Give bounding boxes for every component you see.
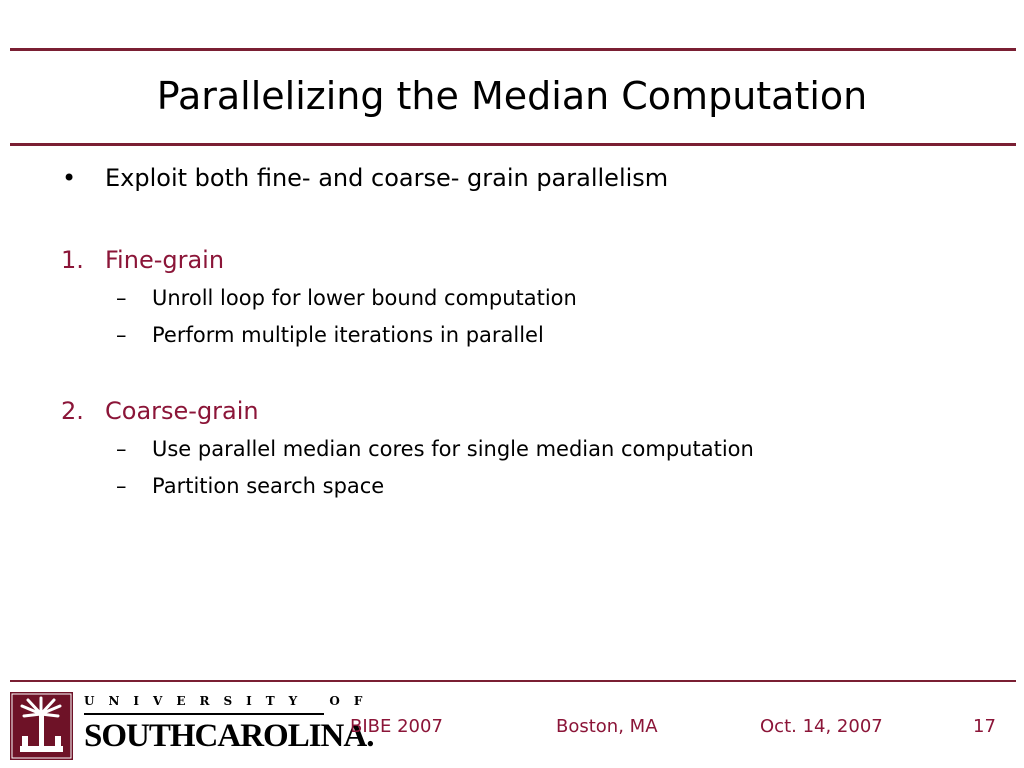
section-number: 2. — [61, 397, 84, 425]
bullet-marker: • — [62, 164, 77, 192]
logo-wordmark-top: UNIVERSITY OF — [84, 694, 377, 708]
footer-date: Oct. 14, 2007 — [760, 716, 883, 737]
top-rule — [10, 48, 1016, 51]
sub-item-text: Use parallel median cores for single median computation — [152, 437, 754, 461]
dash-marker: – — [116, 286, 127, 310]
sub-item-text: Perform multiple iterations in parallel — [152, 323, 544, 347]
slide-title: Parallelizing the Median Computation — [156, 74, 868, 118]
bullet-text: Exploit both fine- and coarse- grain parallelism — [105, 164, 669, 192]
palmetto-tree-icon — [10, 692, 73, 760]
title-underline-rule — [10, 143, 1016, 146]
section-heading-text: Coarse-grain — [105, 397, 259, 425]
logo-wordmark-main: SOUTHCAROLINA. — [84, 718, 374, 754]
section-heading-text: Fine-grain — [105, 246, 225, 274]
footer-conference: BIBE 2007 — [350, 716, 443, 737]
university-seal-logo — [10, 692, 73, 760]
dash-marker: – — [116, 437, 127, 461]
sub-item-text: Unroll loop for lower bound computation — [152, 286, 577, 310]
footer-page-number: 17 — [973, 716, 996, 737]
logo-divider — [84, 713, 324, 715]
section-number: 1. — [61, 246, 84, 274]
dash-marker: – — [116, 474, 127, 498]
footer-location: Boston, MA — [556, 716, 658, 737]
sub-item-text: Partition search space — [152, 474, 385, 498]
dash-marker: – — [116, 323, 127, 347]
footer-rule — [10, 680, 1016, 682]
